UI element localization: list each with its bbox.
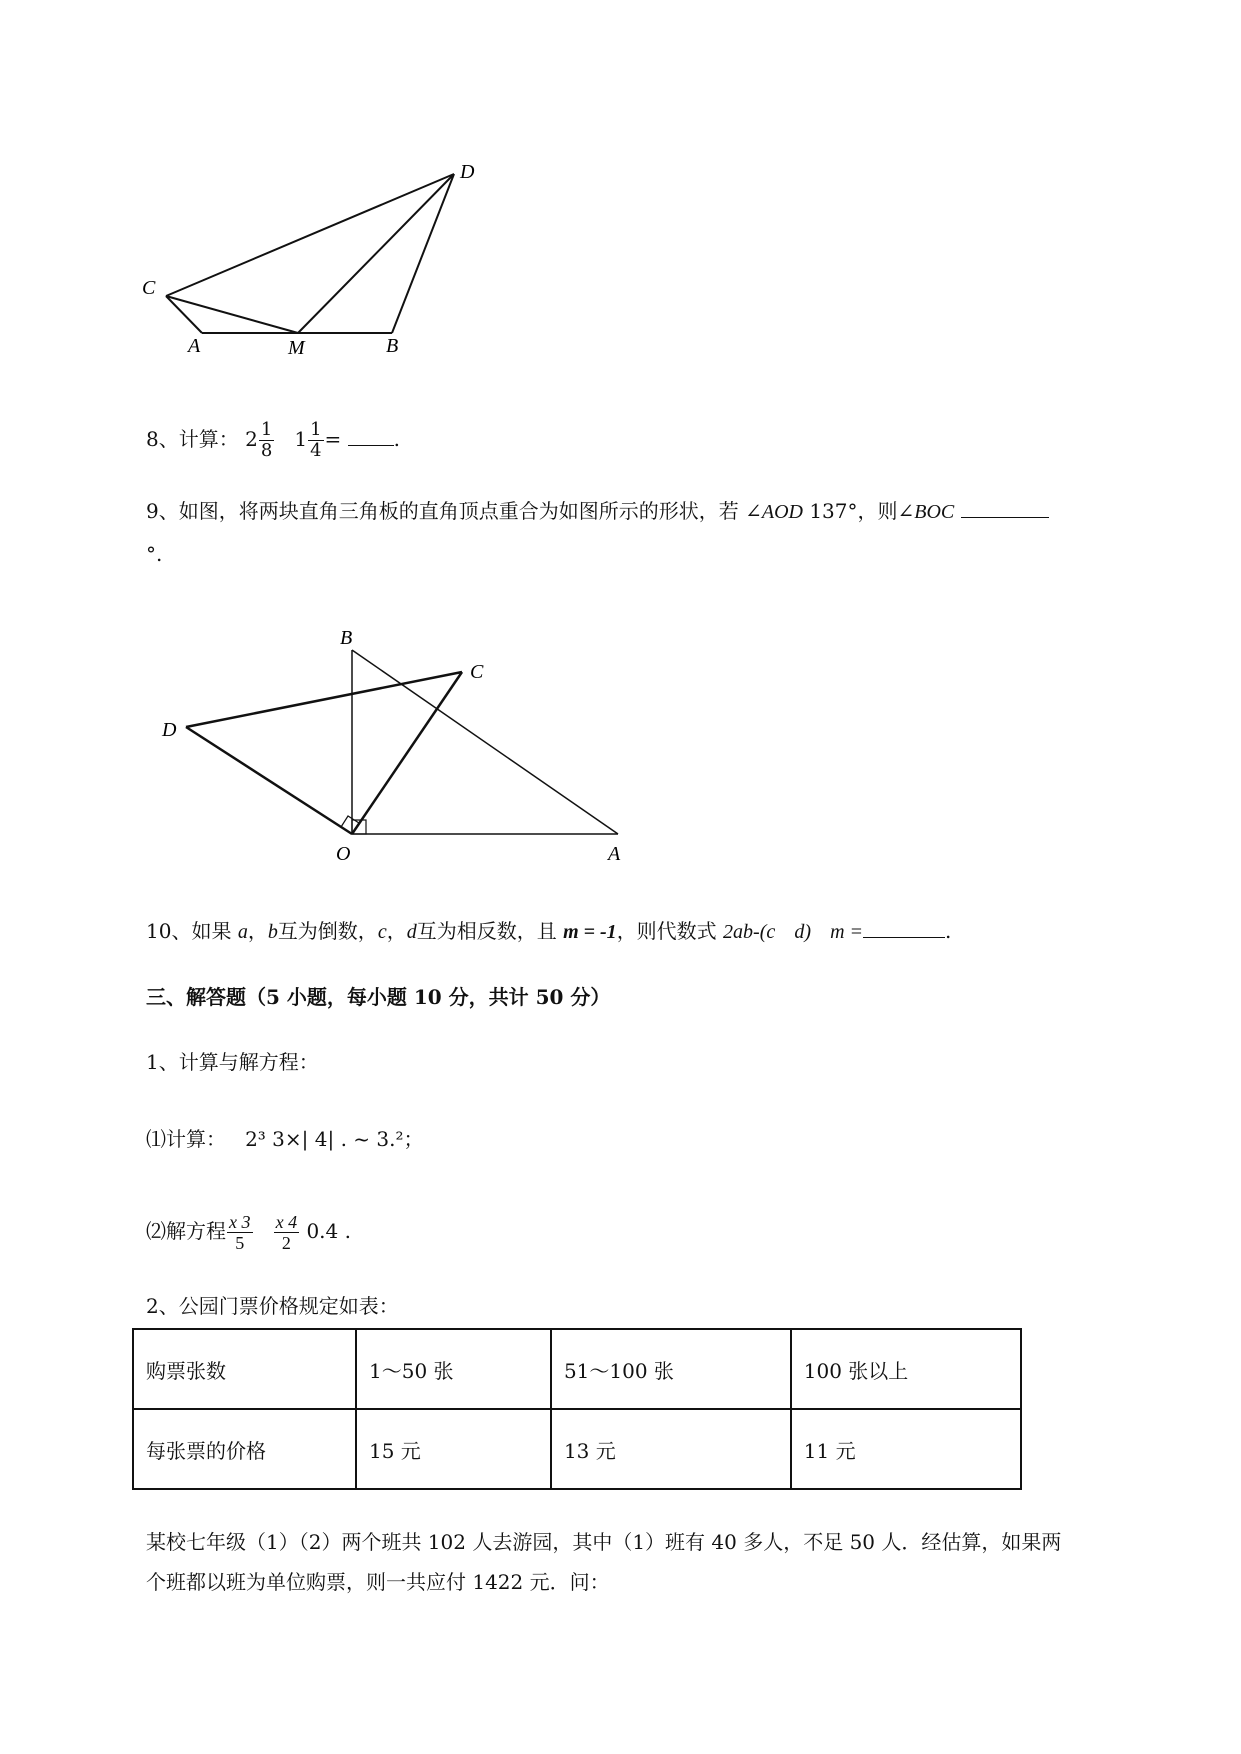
q8-answer-blank[interactable] <box>348 445 394 446</box>
p1-f1-num: x 3 <box>229 1212 251 1232</box>
q10-answer-blank[interactable] <box>863 937 945 938</box>
table-cell: 每张票的价格 <box>133 1409 356 1489</box>
question-8 <box>146 420 400 461</box>
q10-condition: m = -1 <box>563 921 617 943</box>
table-cell: 51～100 张 <box>551 1329 791 1409</box>
p1-fraction-2 <box>274 1212 300 1253</box>
p1-sub1-expression: 2³ 3×| 4| . ~ 3.²； <box>245 1127 424 1151</box>
table-row <box>133 1409 1021 1489</box>
q8-whole-1: 2 <box>245 427 258 451</box>
p1-fraction-1 <box>227 1212 253 1253</box>
q10-var-c: c <box>377 921 387 943</box>
segment-cd <box>166 174 454 296</box>
label-c: C <box>470 661 484 683</box>
q10-sep-2: ， <box>386 919 407 943</box>
question-10 <box>146 917 951 946</box>
segment-md <box>298 174 454 333</box>
q10-var-d: d <box>406 921 417 943</box>
p1-sub1-label: ⑴计算： <box>146 1127 226 1151</box>
q10-end: . <box>945 919 952 943</box>
q8-equals: = <box>324 427 342 451</box>
right-angle-mark-2 <box>341 816 359 827</box>
p1-sub2-label: ⑵解方程 <box>146 1219 226 1243</box>
segment-cm <box>166 296 298 333</box>
problem-2-title: 2、公园门票价格规定如表： <box>146 1294 399 1318</box>
q10-text-1: 互为倒数， <box>277 919 378 943</box>
label-d: D <box>162 719 177 741</box>
table-cell: 13 元 <box>551 1409 791 1489</box>
table-cell: 100 张以上 <box>791 1329 1021 1409</box>
q8-num-1: 1 <box>260 419 273 440</box>
q10-expression-3: m = <box>830 921 864 943</box>
q10-prefix: 10、如果 <box>146 919 232 943</box>
section-3-heading: 三、解答题（5 小题，每小题 10 分，共计 50 分） <box>146 985 611 1009</box>
q8-fraction-2 <box>308 420 323 461</box>
label-d: D <box>460 161 475 183</box>
table-cell: 15 元 <box>356 1409 551 1489</box>
q8-end: . <box>393 427 401 451</box>
q8-num-2: 1 <box>310 419 322 440</box>
q10-sep-1: ， <box>247 919 268 943</box>
q9-text-2: ，则 <box>857 499 898 523</box>
q9-answer-blank[interactable] <box>961 517 1049 518</box>
segment-ba <box>352 650 618 834</box>
p1-f2-num: x 4 <box>275 1212 298 1232</box>
q10-var-b: b <box>267 921 278 943</box>
question-9-line-2 <box>146 540 162 568</box>
q9-degree-end: °. <box>146 542 163 566</box>
q10-text-2: 互为相反数，且 <box>416 919 557 943</box>
table-cell: 11 元 <box>791 1409 1021 1489</box>
q8-whole-2: 1 <box>294 427 308 451</box>
label-c: C <box>142 277 156 299</box>
label-a: A <box>608 843 621 865</box>
q9-text-1: 9、如图，将两块直角三角板的直角顶点重合为如图所示的形状，若 <box>146 499 739 523</box>
table-cell: 购票张数 <box>133 1329 356 1409</box>
q10-expression: 2ab-(c <box>723 921 776 943</box>
segment-co <box>352 672 462 834</box>
q8-den-1: 8 <box>260 440 273 461</box>
q8-fraction-1 <box>259 420 274 461</box>
table-row <box>133 1329 1021 1409</box>
question-9 <box>146 497 1049 526</box>
segment-do <box>186 727 352 834</box>
q9-angle-aod: ∠AOD <box>745 501 803 523</box>
problem-1-title: 1、计算与解方程： <box>146 1050 319 1074</box>
label-m: M <box>288 337 305 359</box>
figure-triangle-boards <box>150 620 650 870</box>
label-a: A <box>188 335 201 357</box>
problem-1-part-1 <box>146 1125 424 1153</box>
q10-text-3: ，则代数式 <box>616 919 717 943</box>
p1-rhs: 0.4 . <box>306 1219 351 1243</box>
label-o: O <box>336 843 351 865</box>
problem-2-paragraph-line-1: 某校七年级（1）（2）两个班共 102 人去游园，其中（1）班有 40 多人，不足 50 人．经估算，如果两 <box>146 1530 1062 1554</box>
table-cell: 1～50 张 <box>356 1329 551 1409</box>
problem-2-paragraph-line-2: 个班都以班为单位购票，则一共应付 1422 元．问： <box>146 1570 610 1594</box>
label-b: B <box>340 627 353 649</box>
ticket-price-table <box>132 1328 1022 1490</box>
q9-value-1: 137° <box>809 499 858 523</box>
p1-f2-den: 2 <box>281 1233 291 1253</box>
label-b: B <box>386 335 399 357</box>
q10-var-a: a <box>237 921 248 943</box>
figure-quadrilateral-cambd <box>130 150 490 370</box>
problem-1-part-2 <box>146 1212 351 1253</box>
q9-angle-boc: ∠BOC <box>897 501 955 523</box>
q8-prefix: 8、计算： <box>146 427 239 451</box>
q10-expression-2: d) <box>794 921 811 943</box>
segment-bd <box>392 174 454 333</box>
q8-den-2: 4 <box>310 440 322 461</box>
segment-dc <box>186 672 462 727</box>
p1-f1-den: 5 <box>235 1233 245 1253</box>
